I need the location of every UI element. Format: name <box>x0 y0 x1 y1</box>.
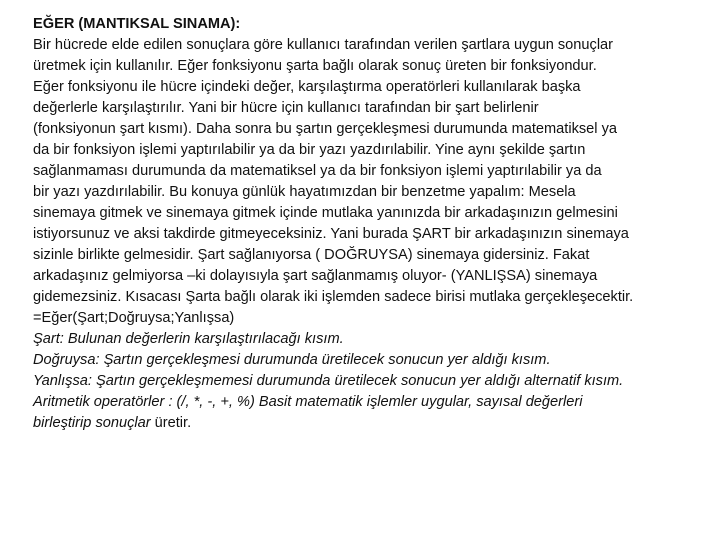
body-line: değerlerle karşılaştırılır. Yani bir hücre için kullanıcı tarafından bir şart belirlenir <box>33 100 539 116</box>
document-title: EĞER (MANTIKSAL SINAMA): <box>33 16 241 32</box>
final-line-italic: birleştirip sonuçlar <box>33 415 151 431</box>
final-line <box>33 413 703 434</box>
body-line: da bir fonksiyon işlemi yaptırılabilir ya da bir yazı yazdırılabilir. Yine aynı şekilde şartın <box>33 142 586 158</box>
body-line: Eğer fonksiyonu ile hücre içindeki değer, karşılaştırma operatörleri kullanılarak başka <box>33 79 581 95</box>
body-line: bir yazı yazdırılabilir. Bu konuya günlük hayatımızdan bir benzetme yapalım: Mesela <box>33 184 576 200</box>
body-line: sizinle birlikte gelmesidir. Şart sağlanıyorsa ( DOĞRUYSA) sinemaya gidersiniz. Fakat <box>33 247 590 263</box>
body-line: sinemaya gitmek ve sinemaya gitmek içinde mutlaka yanınızda bir arkadaşınızın gelmesini <box>33 205 618 221</box>
formula-line: =Eğer(Şart;Doğruysa;Yanlışsa) <box>33 310 235 326</box>
body-line: üretmek için kullanılır. Eğer fonksiyonu şarta bağlı olarak sonuç üreten bir fonksiyondur. <box>33 58 597 74</box>
definition-line: Yanlışsa: Şartın gerçekleşmemesi durumunda üretilecek sonucun yer aldığı alternatif kısım. <box>33 373 624 389</box>
body-line: Bir hücrede elde edilen sonuçlara göre kullanıcı tarafından verilen şartlara uygun sonuçlar <box>33 37 614 53</box>
body-line: gidemezsiniz. Kısacası Şarta bağlı olarak iki işlemden sadece birisi mutlaka gerçekleşecektir. <box>33 289 634 305</box>
body-line: arkadaşınız gelmiyorsa –ki dolayısıyla şart sağlanmamış oluyor- (YANLIŞSA) sinemaya <box>33 268 598 284</box>
final-line-normal: üretir. <box>150 415 192 431</box>
body-line: istiyorsunuz ve aksi takdirde gitmeyeceksiniz. Yani burada ŞART bir arkadaşınızın sinemaya <box>33 226 629 242</box>
definition-line: Aritmetik operatörler : (/, *, -, +, %) Basit matematik işlemler uygular, sayısal değerleri <box>33 394 583 410</box>
definition-line: Şart: Bulunan değerlerin karşılaştırılacağı kısım. <box>33 331 344 347</box>
body-line: (fonksiyonun şart kısmı). Daha sonra bu şartın gerçekleşmesi durumunda matematiksel ya <box>33 121 617 137</box>
definition-line: Doğruysa: Şartın gerçekleşmesi durumunda üretilecek sonucun yer aldığı kısım. <box>33 352 551 368</box>
body-line: sağlanmaması durumunda da matematiksel ya da bir fonksiyon işlemi yaptırılabilir ya da <box>33 163 602 179</box>
document-body <box>33 14 703 434</box>
